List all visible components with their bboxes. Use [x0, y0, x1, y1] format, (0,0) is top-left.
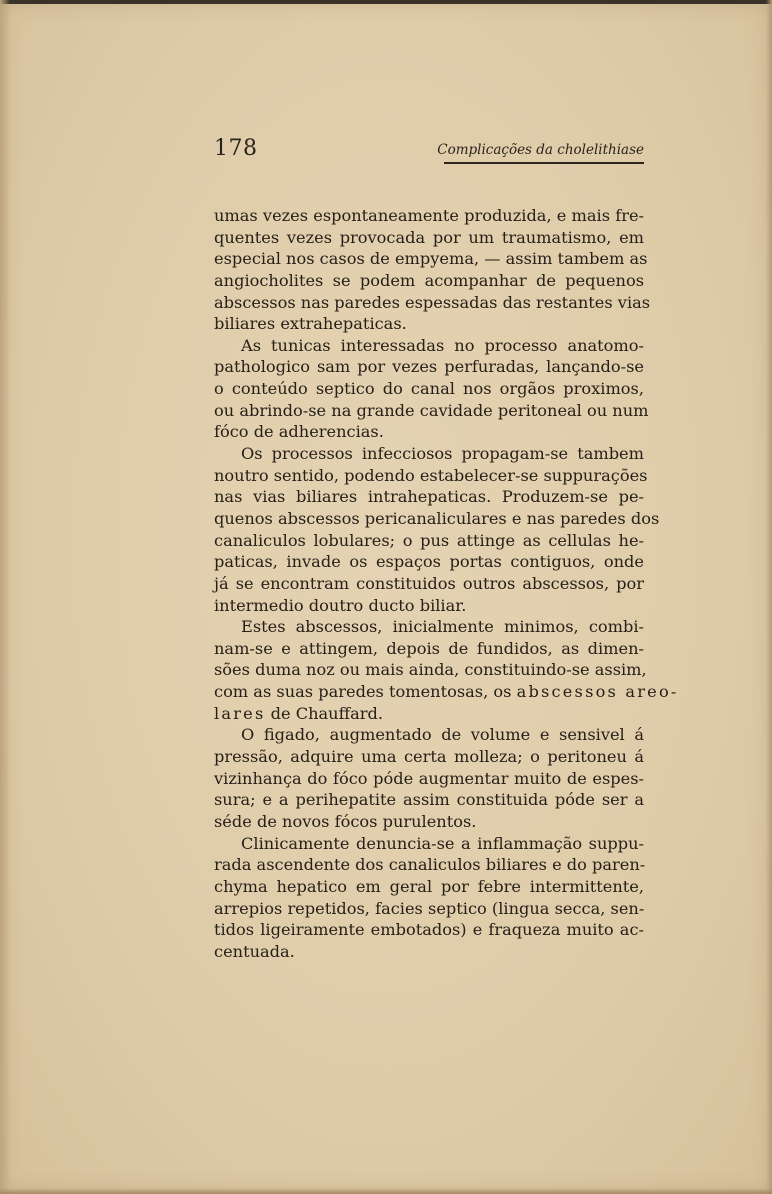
- text-line: O figado, augmentado de volume e sensivel á: [241, 725, 644, 745]
- text-line: noutro sentido, podendo estabelecer-se suppurações: [214, 465, 648, 485]
- text-line: tidos ligeiramente embotados) e fraqueza muito ac-: [214, 920, 644, 940]
- text-line: Os processos infecciosos propagam-se tambem: [241, 444, 644, 464]
- text-line: As tunicas interessadas no processo anatomo-: [241, 335, 644, 355]
- text-line: séde de novos fócos purulentos.: [214, 811, 477, 831]
- text-line: rada ascendente dos canaliculos biliares e do paren-: [214, 855, 646, 875]
- text-line: [214, 681, 679, 703]
- page-top-edge: [0, 0, 772, 4]
- text-line: angiocholites se podem acompanhar de pequenos: [214, 270, 644, 290]
- text-line: [214, 703, 644, 725]
- text-line: chyma hepatico em geral por febre intermittente,: [214, 876, 644, 896]
- text-line: sura; e a perihepatite assim constituida póde ser a: [214, 790, 644, 810]
- page-left-edge: [0, 0, 10, 1194]
- text-line: canaliculos lobulares; o pus attinge as cellulas he-: [214, 530, 644, 550]
- page-number: 178: [214, 136, 258, 161]
- page-header: [214, 132, 644, 166]
- text-line: ou abrindo-se na grande cavidade peritoneal ou num: [214, 400, 649, 420]
- text-line: umas vezes espontaneamente produzida, e mais fre-: [214, 206, 644, 225]
- spaced-term: lares: [214, 703, 266, 723]
- text-line: arrepios repetidos, facies septico (lingua secca, sen-: [214, 898, 645, 918]
- text-fragment: de Chauffard.: [270, 703, 383, 723]
- text-line: fóco de adherencias.: [214, 422, 384, 442]
- text-line: especial nos casos de empyema, — assim tambem as: [214, 249, 648, 269]
- text-line: vizinhança do fóco póde augmentar muito de espes-: [214, 768, 644, 788]
- paragraph-3: [214, 443, 660, 616]
- text-line: abscessos nas paredes espessadas das restantes vias: [214, 292, 651, 312]
- text-line: quentes vezes provocada por um traumatismo, em: [214, 227, 644, 247]
- text-line: quenos abscessos pericanaliculares e nas paredes dos: [214, 508, 660, 528]
- paragraph-6: [214, 833, 644, 963]
- text-line: sões duma noz ou mais ainda, constituindo-se assim,: [214, 660, 647, 680]
- paragraph-5: [214, 724, 644, 832]
- page-bottom-edge: [0, 1188, 772, 1194]
- text-line: já se encontram constituidos outros abscessos, por: [214, 573, 644, 593]
- text-line: biliares extrahepaticas.: [214, 314, 407, 334]
- text-line: o conteúdo septico do canal nos orgãos proximos,: [214, 379, 644, 399]
- text-line: Estes abscessos, inicialmente minimos, combi-: [241, 617, 644, 637]
- paragraph-2: [214, 335, 649, 443]
- spaced-term: abscessos areo-: [516, 682, 679, 702]
- text-fragment: com as suas paredes tomentosas, os: [214, 682, 512, 702]
- text-line: nas vias biliares intrahepaticas. Produzem-se pe-: [214, 487, 644, 507]
- paragraph-4: [214, 616, 679, 724]
- text-line: pressão, adquire uma certa molleza; o peritoneu á: [214, 747, 644, 767]
- paragraph-1: [214, 205, 651, 335]
- running-title: Complicações da cholelithiase: [437, 142, 644, 158]
- text-line: intermedio doutro ducto biliar.: [214, 595, 467, 615]
- text-line: paticas, invade os espaços portas contiguos, onde: [214, 552, 644, 572]
- text-line: Clinicamente denuncia-se a inflammação suppu-: [241, 833, 644, 853]
- text-line: centuada.: [214, 941, 295, 961]
- header-rule: [444, 162, 644, 164]
- body-text: [214, 205, 679, 962]
- text-line: nam-se e attingem, depois de fundidos, as dimen-: [214, 638, 644, 658]
- page-right-edge: [766, 0, 772, 1194]
- text-line: pathologico sam por vezes perfuradas, lançando-se: [214, 357, 644, 377]
